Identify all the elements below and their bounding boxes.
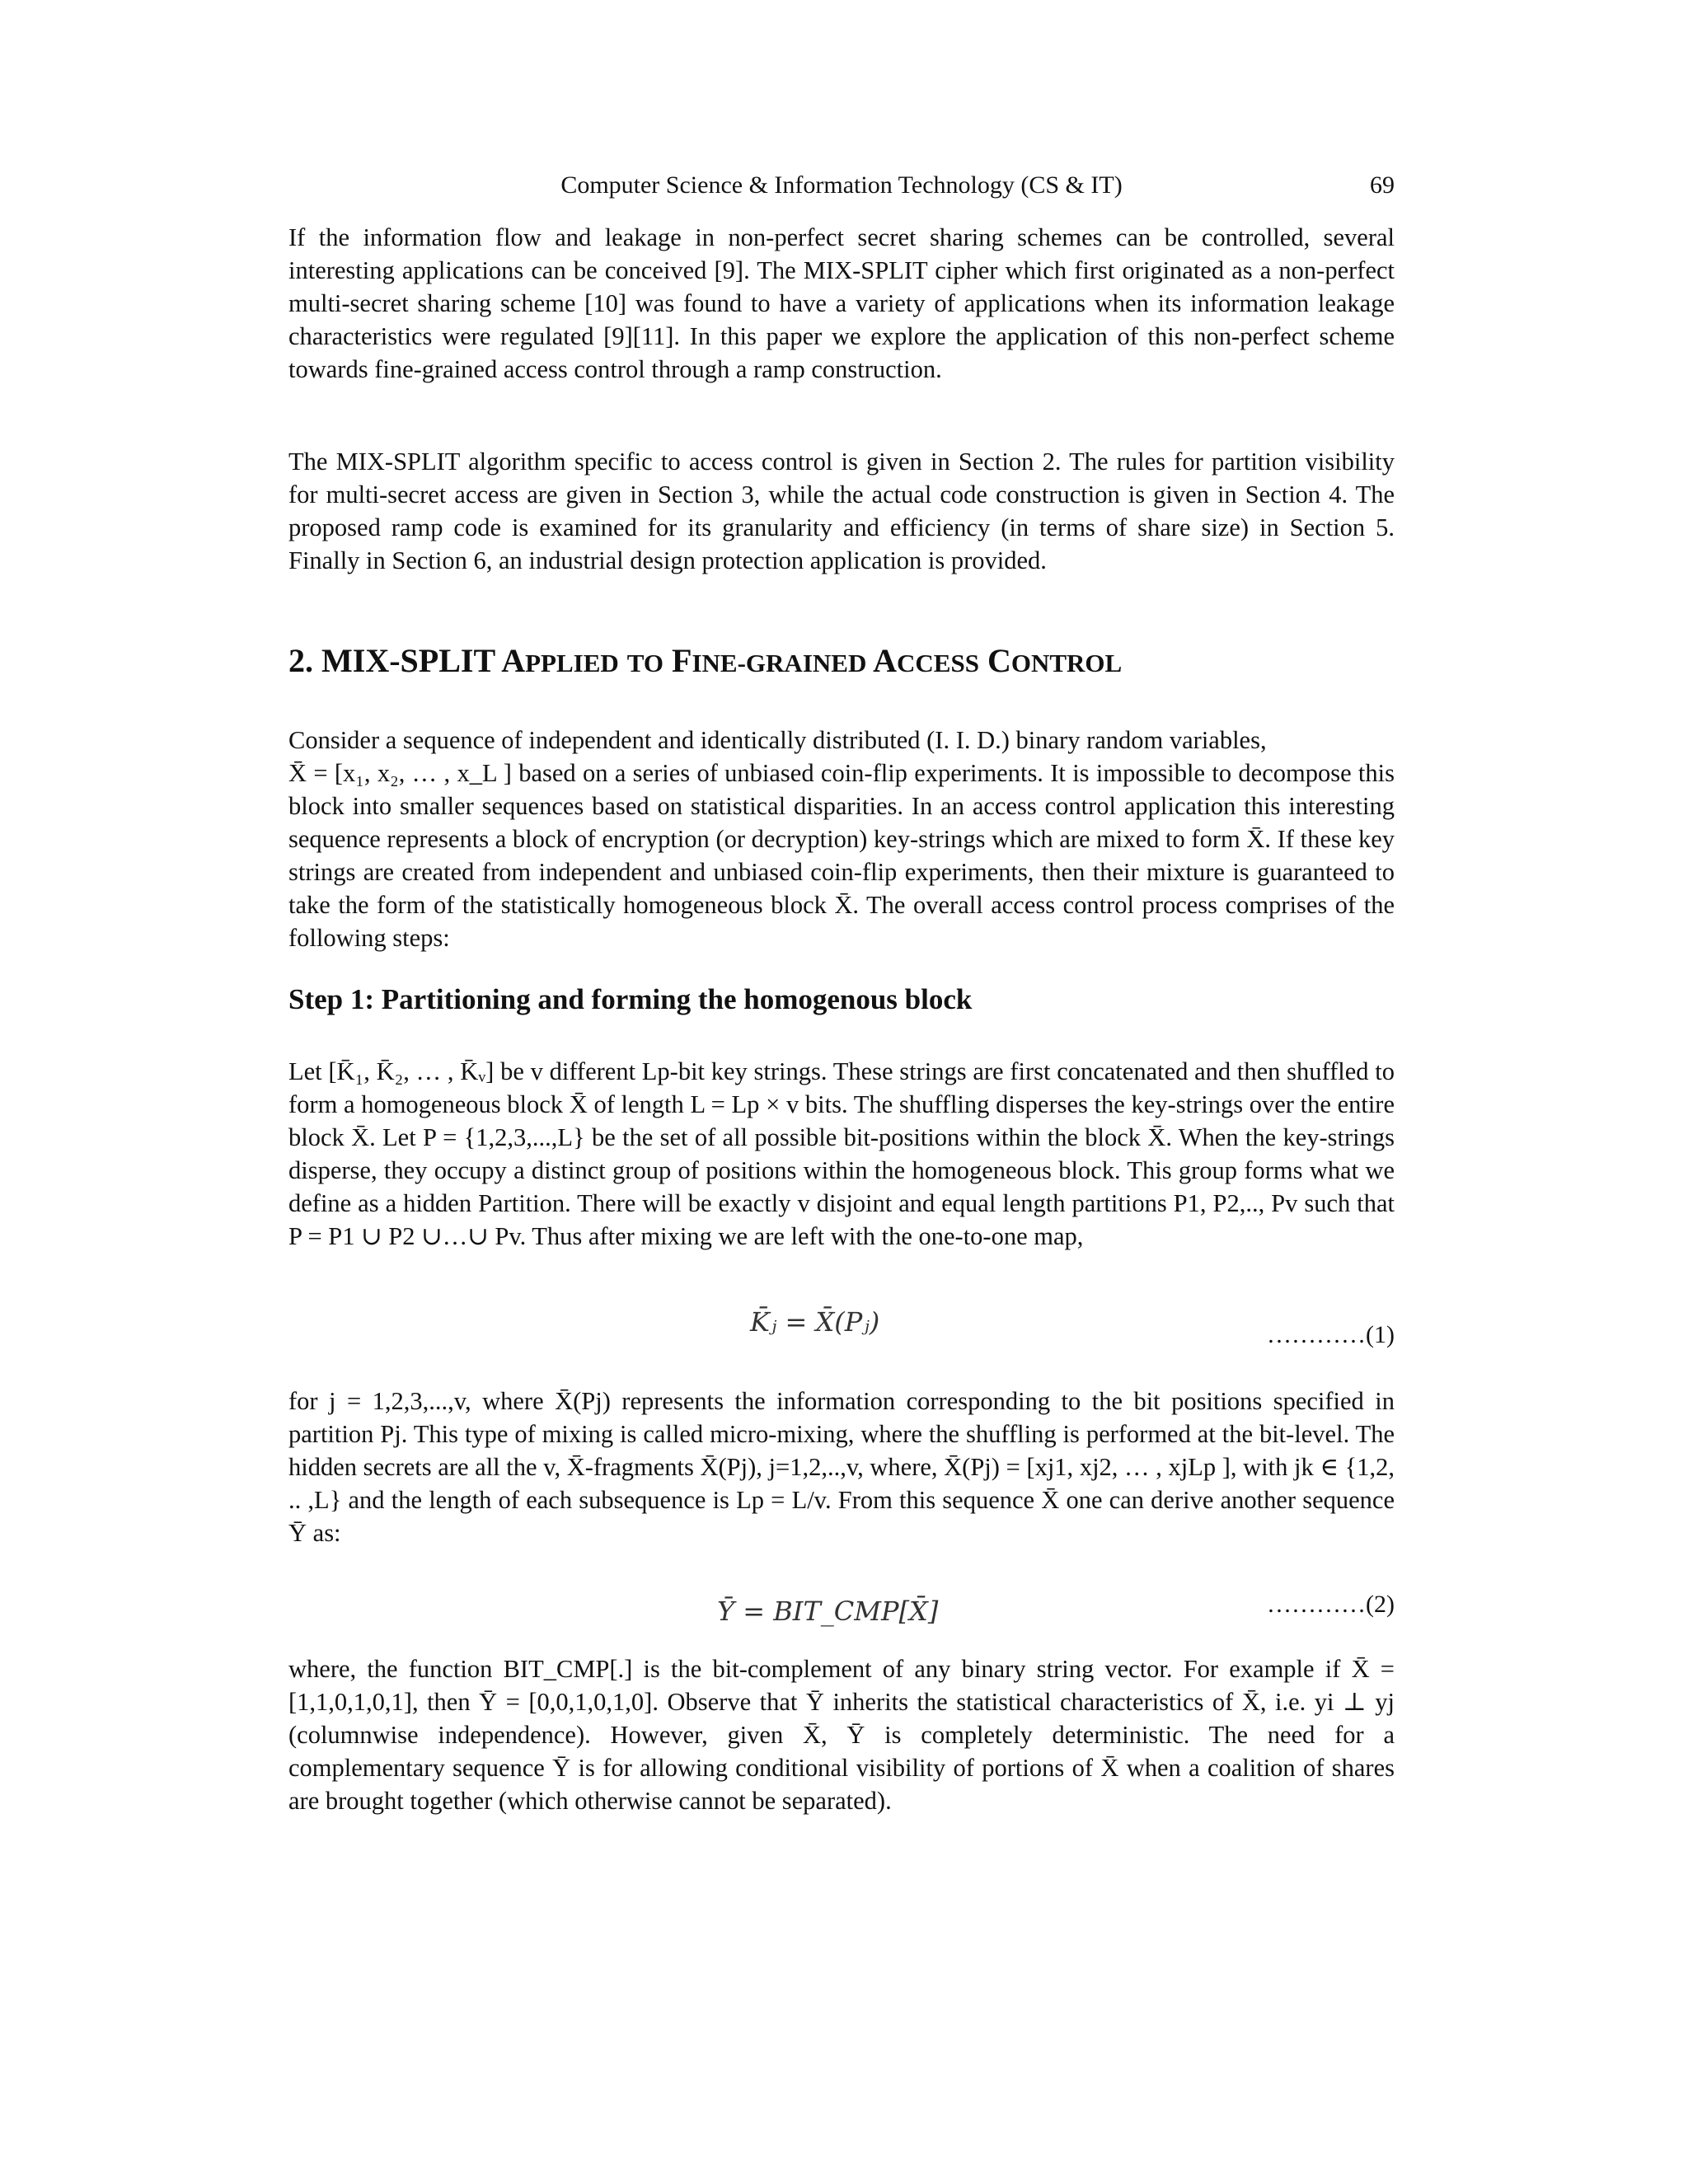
page-number: 69 [1370,171,1395,199]
equation-1-number: …………(1) [1267,1321,1395,1348]
equation-1 [288,1306,1395,1352]
section-number: 2. [288,642,313,679]
section-2-heading: 2. MIX-SPLIT APPLIED TO FINE-GRAINED ACCESS CONTROL [288,642,1123,679]
step-1-heading: Step 1: Partitioning and forming the homogenous block [288,983,973,1015]
page-header [288,171,1395,204]
equation-2 [288,1591,1395,1637]
section-2-paragraph-line1: Consider a sequence of independent and identically distributed (I. I. D.) binary random variables, [288,726,1267,754]
intro-paragraph-1: If the information flow and leakage in non-perfect secret sharing schemes can be controlled, several interesting applications can be conceived [9]. The MIX-SPLIT cipher which first originated as a non-perfect multi-secret sharing scheme [10] was found to have a variety of applications when its information leakage characteristics were regulated [9][11]. In this paper we explore the application of this non-perfect scheme towards fine-grained access control through a ramp construction. [288,223,1395,383]
equation-2-body: Ȳ = BIT_CMP[X̄] [717,1596,939,1627]
step-1-paragraph-3: where, the function BIT_CMP[.] is the bit-complement of any binary string vector. For example if X̄ = [1,1,0,1,0,1], then Ȳ = [0,0,1,0,1,0]. Observe that Ȳ inherits the statistical characteristics of X̄, i.e. yi ⊥ yj (columnwise independence). However, given X̄, Ȳ is completely deterministic. The need for a complementary sequence Ȳ is for allowing conditional visibility of portions of X̄ when a coalition of shares are brought together (which otherwise cannot be separated). [288,1655,1395,1815]
step-1-paragraph-1: Let [K̄₁, K̄₂, … , K̄ᵥ] be v different Lp-bit key strings. These strings are first concatenated and then shuffled to form a homogeneous block X̄ of length L = Lp × v bits. The shuffling disperses the key-strings over the entire block X̄. Let P = {1,2,3,...,L} be the set of all possible bit-positions within the block X̄. When the key-strings disperse, they occupy a distinct group of positions within the homogeneous block. This group forms what we define as a hidden Partition. There will be exactly v disjoint and equal length partitions P1, P2,.., Pv such that P = P1 ∪ P2 ∪…∪ Pv. Thus after mixing we are left with the one-to-one map, [288,1057,1395,1250]
section-2-paragraph: X̄ = [x₁, x₂, … , x_L ] based on a series of unbiased coin-flip experiments. It is impossible to decompose this block into smaller sequences based on statistical disparities. In an access control application this interesting sequence represents a block of encryption (or decryption) key-strings which are mixed to form X̄. If these key strings are created from independent and unbiased coin-flip experiments, then their mixture is guaranteed to take the form of the statistically homogeneous block X̄. The overall access control process comprises of the following steps: [288,759,1395,952]
intro-paragraph-2: The MIX-SPLIT algorithm specific to access control is given in Section 2. The rules for partition visibility for multi-secret access are given in Section 3, while the actual code construction is given in Section 4. The proposed ramp code is examined for its granularity and efficiency (in terms of share size) in Section 5. Finally in Section 6, an industrial design protection application is provided. [288,448,1395,574]
running-title: Computer Science & Information Technology (CS & IT) [560,171,1123,199]
step-1-paragraph-2: for j = 1,2,3,...,v, where X̄(Pj) represents the information corresponding to the bit positions specified in partition Pj. This type of mixing is called micro-mixing, where the shuffling is performed at the bit-level. The hidden secrets are all the v, X̄-fragments X̄(Pj), j=1,2,..,v, where, X̄(Pj) = [xj1, xj2, … , xjLp ], with jk ∈ {1,2, .. ,L} and the length of each subsequence is Lp = L/v. From this sequence X̄ one can derive another sequence Ȳ as: [288,1387,1395,1547]
equation-2-number: …………(2) [1267,1591,1395,1618]
equation-1-body: K̄ⱼ = X̄(Pⱼ) [750,1306,880,1338]
